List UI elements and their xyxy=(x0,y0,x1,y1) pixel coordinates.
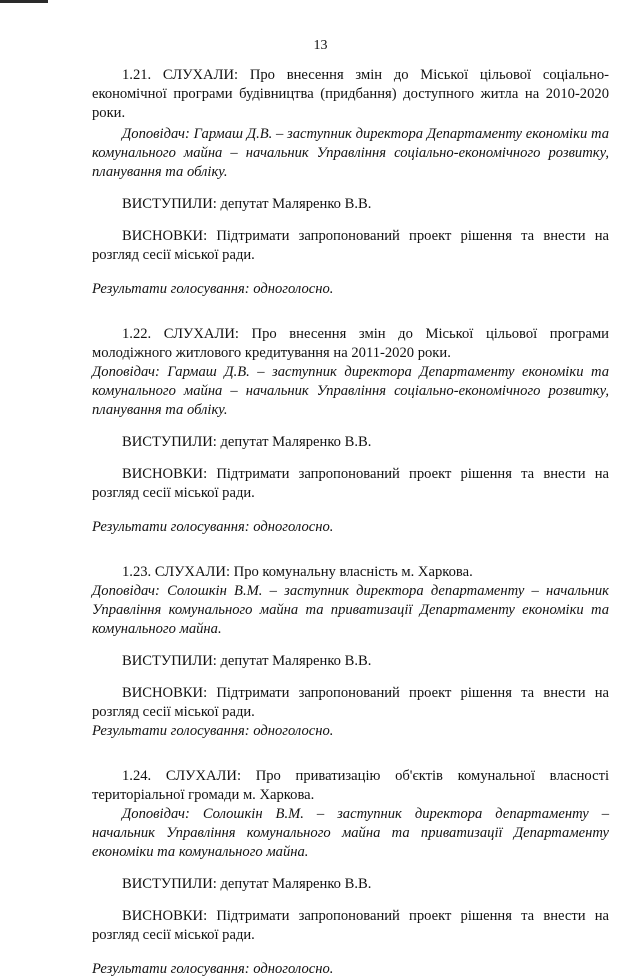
conclusions-text: ВИСНОВКИ: Підтримати запропонований проект рішення та внести на розгляд сесії міської ради. xyxy=(92,228,609,263)
vote-result-text: Результати голосування: одноголосно. xyxy=(92,281,334,297)
conclusions-text: ВИСНОВКИ: Підтримати запропонований проект рішення та внести на розгляд сесії міської ради. xyxy=(92,908,609,943)
heard-text: 1.24. СЛУХАЛИ: Про приватизацію об'єктів комунальної власності територіальної громади м. Харкова. xyxy=(92,768,609,803)
speaker-text: Доповідач: Гармаш Д.В. – заступник директора Департаменту економіки та комунального майна – начальник Управління соціально-економічного розвитку, планування та обліку. xyxy=(92,126,609,180)
spoke-text: ВИСТУПИЛИ: депутат Маляренко В.В. xyxy=(122,653,372,669)
agenda-item-1-21 xyxy=(92,66,609,299)
vote-result-text: Результати голосування: одноголосно. xyxy=(92,519,334,535)
document-body xyxy=(92,66,609,979)
speaker-text: Доповідач: Солошкін В.М. – заступник директора департаменту – начальник Управління комунального майна та приватизації Департаменту економіки та комунального майна. xyxy=(92,583,609,637)
agenda-item-1-23 xyxy=(92,563,609,741)
page-number: 13 xyxy=(313,38,328,53)
corner-scan-mark xyxy=(0,0,48,3)
conclusions-text: ВИСНОВКИ: Підтримати запропонований проект рішення та внести на розгляд сесії міської ради. xyxy=(92,685,609,720)
spoke-text: ВИСТУПИЛИ: депутат Маляренко В.В. xyxy=(122,876,372,892)
heard-text: 1.23. СЛУХАЛИ: Про комунальну власність м. Харкова. xyxy=(122,564,473,580)
spoke-text: ВИСТУПИЛИ: депутат Маляренко В.В. xyxy=(122,434,372,450)
heard-text: 1.22. СЛУХАЛИ: Про внесення змін до Міської цільової програми молодіжного житлового кредитування на 2011-2020 роки. xyxy=(92,326,609,361)
vote-result-text: Результати голосування: одноголосно. xyxy=(92,723,334,739)
vote-result-text: Результати голосування: одноголосно. xyxy=(92,961,334,977)
heard-text: 1.21. СЛУХАЛИ: Про внесення змін до Міської цільової соціально-економічної програми будівництва (придбання) доступного житла на 2010-2020 роки. xyxy=(92,67,609,121)
conclusions-text: ВИСНОВКИ: Підтримати запропонований проект рішення та внести на розгляд сесії міської ради. xyxy=(92,466,609,501)
agenda-item-1-22 xyxy=(92,325,609,537)
spoke-text: ВИСТУПИЛИ: депутат Маляренко В.В. xyxy=(122,196,372,212)
agenda-item-1-24 xyxy=(92,767,609,979)
speaker-text: Доповідач: Солошкін В.М. – заступник директора департаменту – начальник Управління комунального майна та приватизації Департаменту економіки та комунального майна. xyxy=(92,806,609,860)
speaker-text: Доповідач: Гармаш Д.В. – заступник директора Департаменту економіки та комунального майна – начальник Управління соціально-економічного розвитку, планування та обліку. xyxy=(92,364,609,418)
